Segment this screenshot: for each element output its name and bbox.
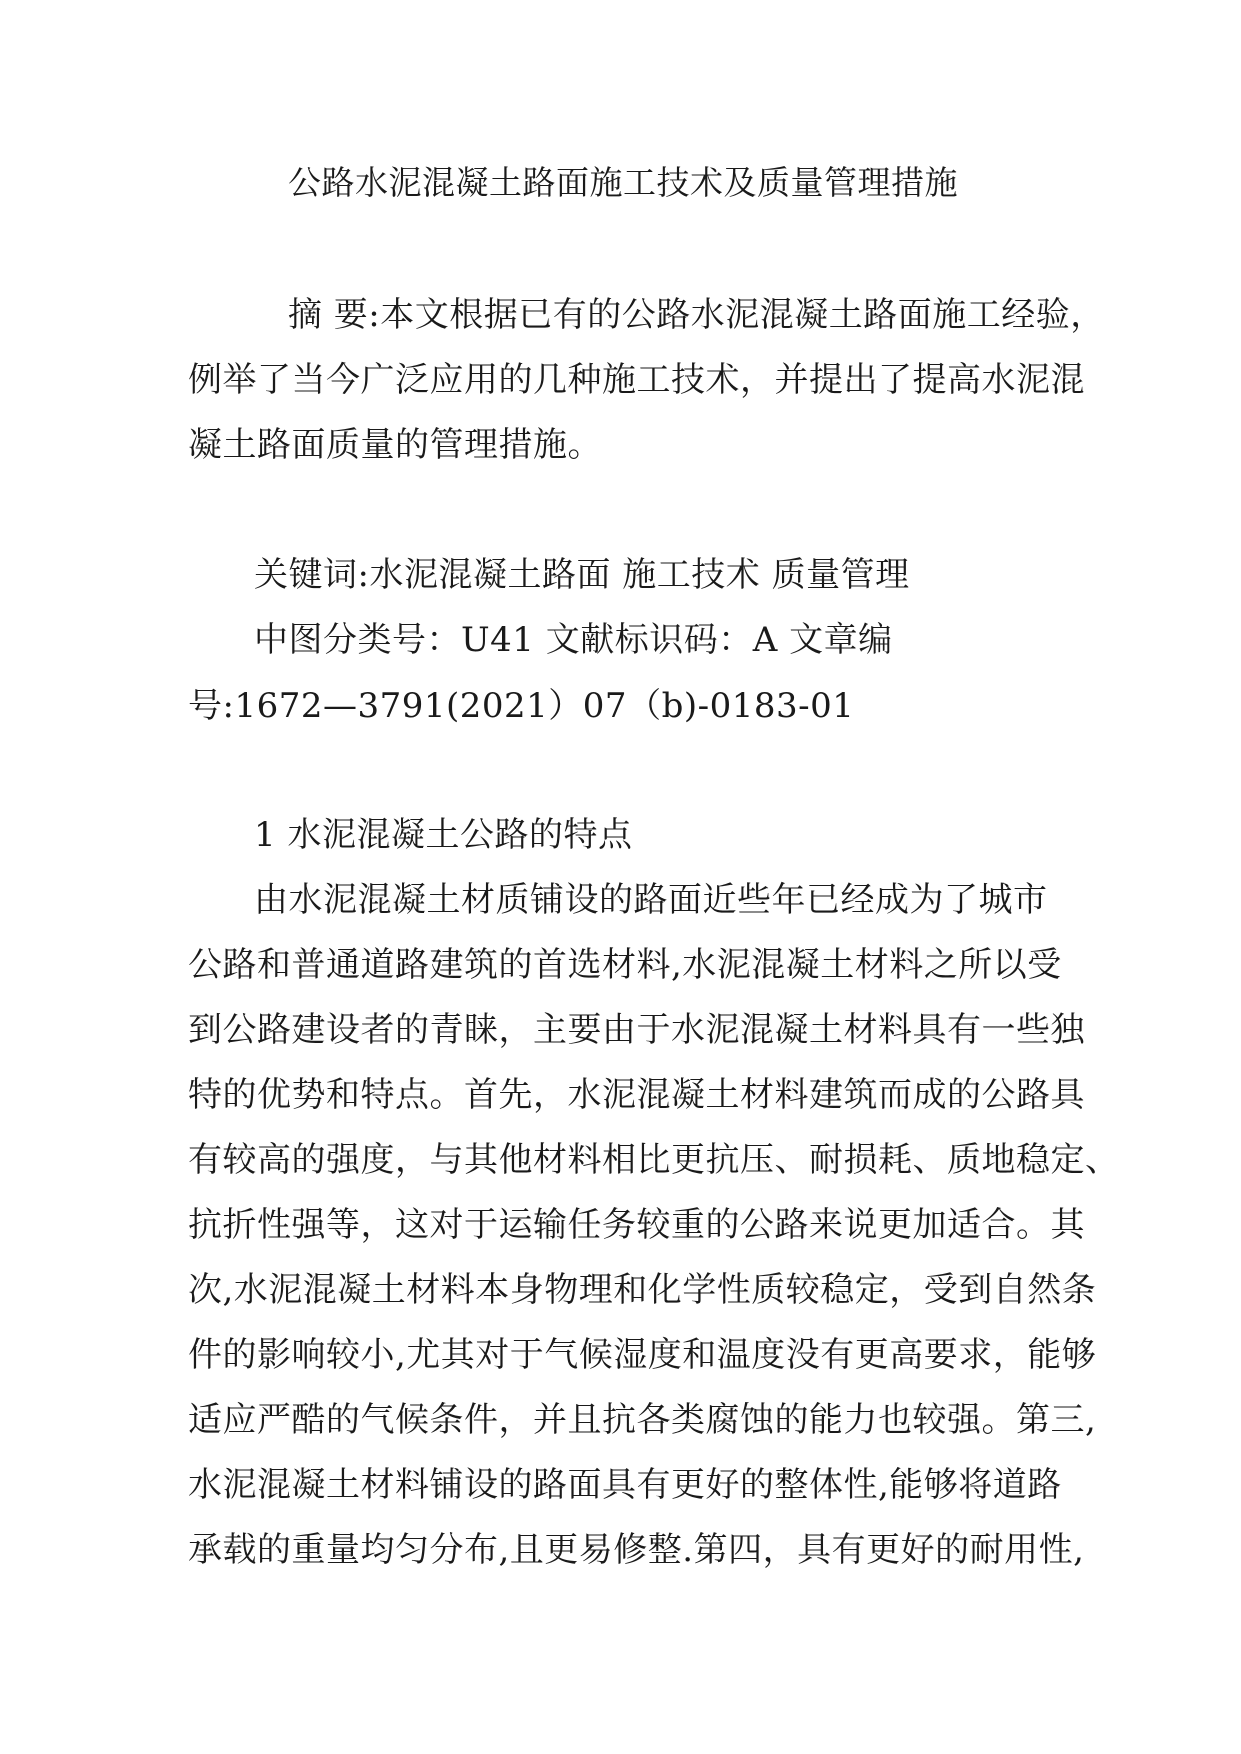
abstract-line: 例举了当今广泛应用的几种施工技术，并提出了提高水泥混 — [188, 360, 1085, 400]
keywords-line: 关键词:水泥混凝土路面 施工技术 质量管理 — [254, 555, 910, 595]
body-line: 适应严酷的气候条件，并且抗各类腐蚀的能力也较强。第三, — [188, 1400, 1097, 1440]
body-line: 公路和普通道路建筑的首选材料,水泥混凝土材料之所以受 — [188, 945, 1062, 985]
classification-line: 号:1672—3791(2021）07（b)-0183-01 — [188, 686, 855, 726]
section-heading: 1 水泥混凝土公路的特点 — [254, 815, 633, 855]
body-line: 抗折性强等，这对于运输任务较重的公路来说更加适合。其 — [188, 1205, 1085, 1245]
body-line: 由水泥混凝土材质铺设的路面近些年已经成为了城市 — [254, 880, 1048, 920]
document-title: 公路水泥混凝土路面施工技术及质量管理措施 — [288, 163, 958, 202]
body-line: 水泥混凝土材料铺设的路面具有更好的整体性,能够将道路 — [188, 1465, 1062, 1505]
body-line: 承载的重量均匀分布,且更易修整.第四，具有更好的耐用性, — [188, 1530, 1085, 1570]
abstract-line: 凝土路面质量的管理措施。 — [188, 425, 602, 465]
abstract-line: 摘 要:本文根据已有的公路水泥混凝土路面施工经验， — [288, 295, 1105, 335]
body-line: 特的优势和特点。首先，水泥混凝土材料建筑而成的公路具 — [188, 1075, 1085, 1115]
body-line: 次,水泥混凝土材料本身物理和化学性质较稳定，受到自然条 — [188, 1270, 1097, 1310]
body-line: 有较高的强度，与其他材料相比更抗压、耐损耗、质地稳定、 — [188, 1140, 1120, 1180]
body-line: 件的影响较小,尤其对于气候湿度和温度没有更高要求，能够 — [188, 1335, 1097, 1375]
classification-line: 中图分类号：U41 文献标识码：A 文章编 — [254, 620, 893, 660]
body-line: 到公路建设者的青睐，主要由于水泥混凝土材料具有一些独 — [188, 1010, 1085, 1050]
